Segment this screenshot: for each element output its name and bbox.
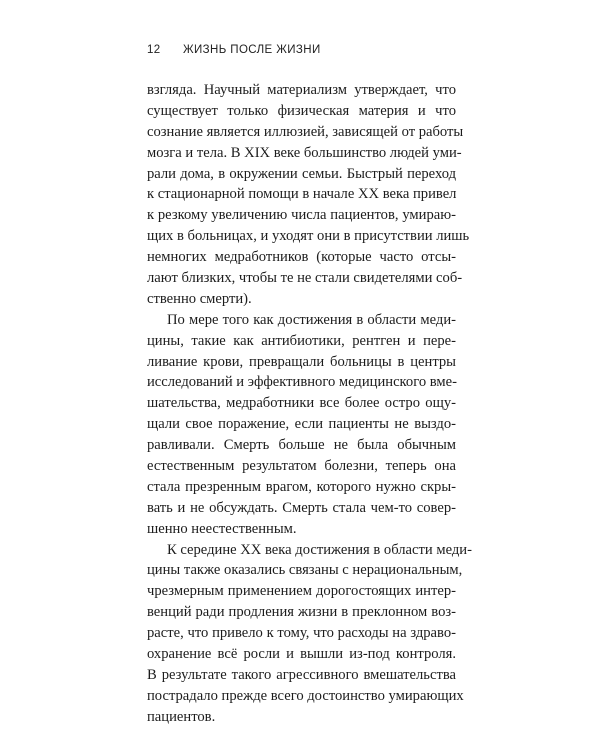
text-line: К середине XX века достижения в области меди-: [167, 541, 472, 558]
text-line: существует только физическая материя и что: [147, 102, 456, 119]
text-line: цины, такие как антибиотики, рентген и пере-: [147, 332, 456, 349]
text-line: ственно смерти).: [147, 290, 252, 307]
body-text: [147, 80, 472, 728]
running-title: ЖИЗНЬ ПОСЛЕ ЖИЗНИ: [183, 44, 321, 56]
text-line: расте, что привело к тому, что расходы на здраво-: [147, 625, 456, 642]
page-header: [147, 44, 467, 60]
text-line: ливание крови, превращали больницы в центры: [147, 353, 456, 370]
text-line: щали свое поражение, если пациенты не выздо-: [147, 416, 456, 433]
text-line: сознание является иллюзией, зависящей от работы: [147, 123, 464, 140]
page-number: 12: [147, 44, 161, 56]
text-line: стала презренным врагом, которого нужно скры-: [147, 478, 456, 495]
text-line: шенно неестественным.: [147, 520, 297, 537]
text-line: к стационарной помощи в начале XX века привел: [147, 186, 457, 203]
text-line: равливали. Смерть больше не была обычным: [147, 437, 456, 454]
text-line: исследований и эффективного медицинского вме-: [147, 374, 457, 391]
text-line: В результате такого агрессивного вмешательства: [147, 666, 456, 683]
text-line: пациентов.: [147, 708, 216, 725]
text-line: немногих медработников (которые часто отсы-: [147, 249, 456, 266]
text-line: чрезмерным применением дорогостоящих интер-: [147, 583, 456, 600]
text-line: цины также оказались связаны с нерациональным,: [147, 562, 463, 579]
text-line: вать и не обсуждать. Смерть стала чем-то совер-: [147, 499, 456, 516]
text-line: лают близких, чтобы те не стали свидетелями соб-: [147, 270, 463, 287]
text-line: пострадало прежде всего достоинство умирающих: [147, 687, 464, 704]
text-line: шательства, медработники все более остро ощу-: [147, 395, 456, 412]
text-line: По мере того как достижения в области меди-: [167, 311, 456, 328]
text-line: мозга и тела. В XIX веке большинство людей уми-: [147, 144, 462, 161]
text-line: венций ради продления жизни в преклонном воз-: [147, 604, 456, 621]
paragraph-2: [147, 310, 456, 540]
text-line: к резкому увеличению числа пациентов, умираю-: [147, 207, 456, 224]
text-line: взгляда. Научный материализм утверждает, что: [147, 82, 456, 98]
paragraph-1: [147, 80, 470, 310]
text-line: рали дома, в окружении семьи. Быстрый переход: [147, 165, 456, 182]
text-line: естественным результатом болезни, теперь она: [147, 458, 456, 475]
text-line: охранение всё росли и вышли из-под контроля.: [147, 646, 456, 663]
text-line: щих в больницах, и уходят они в присутствии лишь: [147, 228, 470, 245]
paragraph-3: [147, 540, 472, 728]
